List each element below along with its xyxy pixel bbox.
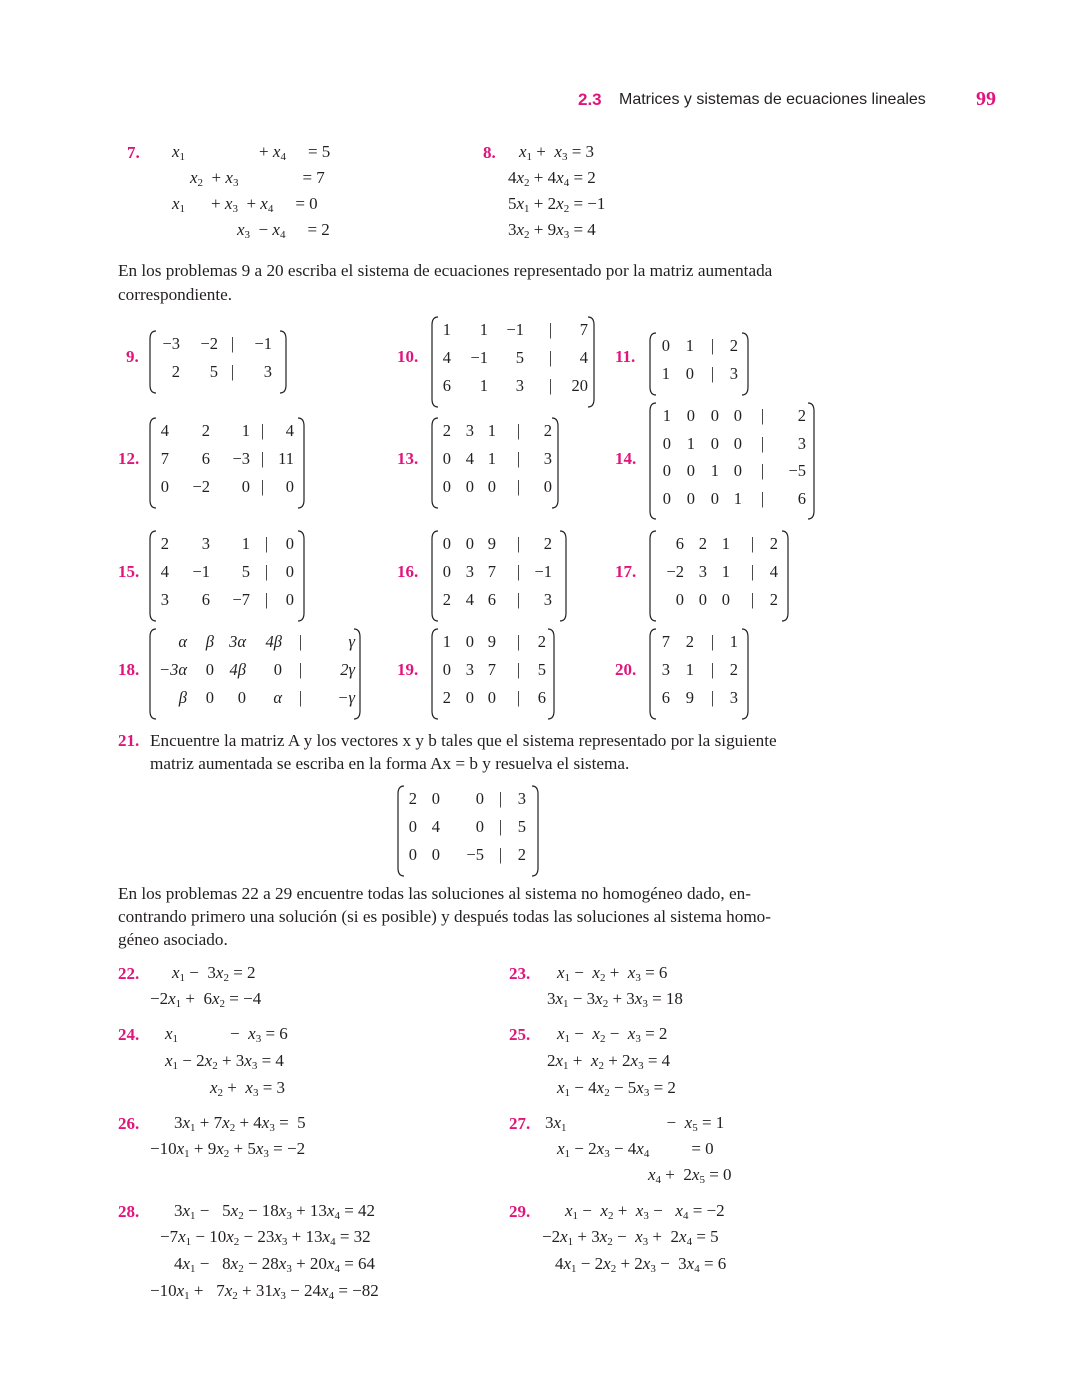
matrix-entry: 0 [686,461,695,480]
equation: $3x_2 + 9x_3 = 4$ [508,220,596,241]
matrix-entry: 0 [698,590,707,609]
matrix-entry: 1 [479,376,488,395]
augment-bar: | [750,590,754,609]
matrix-entry: 1 [442,632,451,651]
problem-number: 14. [615,449,637,468]
matrix-entry: 3 [465,660,474,679]
right-bracket [532,786,538,876]
problem-number: 19. [397,660,419,679]
matrix-entry: 1 [710,461,719,480]
matrix-entry: 0 [475,817,484,836]
matrix-entry: 2 [729,336,738,355]
matrix-entry: 2 [171,362,180,381]
equation: $x_1 + x_4 = 5$ [172,142,331,163]
right-bracket [298,531,304,621]
equation: $x_3 - x_4 = 2$ [237,220,330,241]
matrix-entry: 0 [733,461,742,480]
matrix-entry: 0 [431,789,440,808]
matrix-entry: 3 [263,362,272,381]
equation: $3x_1 - x_5 = 1$ [545,1113,725,1134]
matrix-entry: 2γ [340,660,355,679]
matrix-entry: −1 [506,320,524,339]
matrix-entry: 3α [229,632,246,651]
matrix-entry: 0 [662,488,671,508]
matrix-entry: 3 [517,789,526,808]
augmented-matrix-13 [432,417,558,509]
augment-bar: | [760,488,764,508]
matrix-entry: 3 [465,562,474,581]
matrix-entry: 4 [769,562,778,581]
right-bracket [560,531,566,621]
matrix-entry: 6 [675,534,684,553]
matrix-entry: 1 [661,364,670,383]
augmented-matrix-17 [650,530,788,622]
right-bracket [552,418,558,508]
matrix-entry: 0 [285,534,294,553]
matrix-entry: 0 [487,688,496,707]
augment-bar: | [264,562,268,581]
augmented-matrix-18 [150,628,360,720]
matrix-entry: 20 [571,376,588,395]
equation: $-10x_1 + 9x_2 + 5x_3 = -2$ [150,1139,306,1160]
matrix-entry: 2 [442,421,451,440]
problem-21-text: matriz aumentada se escriba en la forma Ax = b y resuelva el sistema. [150,754,630,773]
section-number: 2.3 [578,90,602,109]
matrix-entry: 6 [797,488,806,508]
matrix-entry: 2 [797,406,806,425]
augment-bar: | [298,688,302,707]
equation: $x_1 - x_3 = 6$ [165,1024,288,1045]
page-number: 99 [976,88,996,110]
equation: $-2x_1 + 3x_2 - x_3 + 2x_4 = 5$ [542,1227,719,1248]
matrix-entry: 3 [797,433,806,453]
problem-21-text: Encuentre la matriz A y los vectores x y b tales que el sistema representado por la siguiente [150,731,777,750]
matrix-entry: 3 [543,449,552,468]
matrix-entry: −1 [534,562,552,581]
matrix-entry: 6 [537,688,546,707]
matrix-entry: 4 [160,562,169,581]
matrix-entry: 4 [431,817,440,836]
matrix-entry: 0 [237,688,246,707]
left-bracket [432,317,438,407]
augmented-matrix-11 [650,332,748,396]
problem-number: 27. [509,1114,531,1133]
matrix-entry: 2 [408,789,417,808]
matrix-entry: 4 [442,348,451,367]
right-bracket [782,531,788,621]
matrix-entry: 2 [160,534,169,553]
matrix-entry: 1 [721,534,730,553]
matrix-entry: 6 [201,590,210,609]
matrix-entry: 5 [517,817,526,836]
left-bracket [150,418,156,508]
matrix-entry: 2 [537,632,546,651]
matrix-entry: γ [348,632,355,651]
matrix-entry: 0 [465,534,474,553]
matrix-entry: 0 [285,477,294,496]
matrix-brackets [150,530,304,622]
problem-number: 13. [397,449,419,468]
matrix-entry: 0 [662,433,671,453]
left-bracket [650,333,656,395]
equation: $x_1 - 4x_2 - 5x_3 = 2$ [557,1078,676,1099]
matrix-entry: 6 [487,590,496,609]
problem-number: 22. [118,964,140,983]
matrix-entry: 2 [201,421,210,440]
problem-number: 16. [397,562,419,581]
augment-bar: | [516,562,520,581]
augment-bar: | [710,336,714,355]
matrix-entry: −2 [192,477,210,496]
augment-bar: | [498,789,502,808]
equation: $-2x_1 + 6x_2 = -4$ [150,989,262,1010]
augmented-matrix-19 [432,628,554,720]
augment-bar: | [260,449,264,468]
matrix-entry: −3 [162,334,180,353]
augment-bar: | [264,534,268,553]
matrix-entry: 4β [265,632,282,651]
augment-bar: | [548,376,552,395]
matrix-entry: 0 [273,660,282,679]
matrix-entry: 5 [515,348,524,367]
problem-number: 10. [397,347,419,366]
matrix-entry: 1 [721,562,730,581]
problem-number: 12. [118,449,140,468]
matrix-entry: 0 [205,688,214,707]
matrix-entry: 1 [686,433,695,453]
matrix-entry: 2 [442,590,451,609]
augment-bar: | [516,449,520,468]
equation: $x_1 - 3x_2 = 2$ [172,963,256,984]
matrix-entry: −3 [232,449,250,468]
augmented-matrix-20 [650,628,748,720]
matrix-entry: 0 [543,477,552,496]
matrix-entry: 0 [465,632,474,651]
matrix-entry: 0 [710,433,719,453]
augment-bar: | [498,845,502,864]
left-bracket [150,531,156,621]
matrix-entry: 3 [661,660,670,679]
matrix-entry: 7 [487,660,496,679]
matrix-entry: 0 [241,477,250,496]
matrix-entry: 7 [661,632,670,651]
matrix-entry: 2 [543,421,552,440]
augment-bar: | [760,406,764,425]
equation: $x_1 - x_2 + x_3 = 6$ [557,963,668,984]
equation: $x_1 + x_3 + x_4 = 0$ [172,194,318,215]
equation: $x_1 + x_3 = 3$ [519,142,595,163]
problem-number: 11. [615,347,636,366]
matrix-entry: 1 [733,488,742,508]
matrix-entry: 0 [662,461,671,480]
augment-bar: | [230,362,234,381]
matrix-entry: 4 [465,449,474,468]
matrix-entry: −5 [466,845,484,864]
equation: $4x_2 + 4x_4 = 2$ [508,168,596,189]
problem-number: 23. [509,964,531,983]
matrix-entry: 6 [661,688,670,707]
matrix-entry: 2 [698,534,707,553]
augment-bar: | [260,421,264,440]
left-bracket [150,331,156,393]
matrix-entry: 4β [229,660,246,679]
augmented-matrix-15 [150,530,304,622]
left-bracket [432,531,438,621]
augment-bar: | [750,562,754,581]
instruction-text: En los problemas 22 a 29 encuentre todas las soluciones al sistema no homogéneo dado, en- [118,884,751,903]
augment-bar: | [760,461,764,480]
matrix-entry: 9 [487,632,496,651]
augment-bar: | [710,364,714,383]
matrix-entry: 0 [205,660,214,679]
matrix-entry: 2 [729,660,738,679]
matrix-entry: 3 [160,590,169,609]
matrix-entry: 4 [465,590,474,609]
matrix-entry: −1 [254,334,272,353]
augment-bar: | [710,632,714,651]
matrix-entry: 0 [686,488,695,508]
left-bracket [650,629,656,719]
augmented-matrix-21 [398,785,538,877]
matrix-entry: 6 [201,449,210,468]
augment-bar: | [710,688,714,707]
matrix-entry: 6 [442,376,451,395]
problem-number: 8. [483,143,496,162]
matrix-entry: 0 [487,477,496,496]
matrix-entry: 0 [442,477,451,496]
matrix-entry: −γ [337,688,355,707]
augment-bar: | [298,632,302,651]
problem-number: 17. [615,562,637,581]
left-bracket [650,531,656,621]
augmented-matrix-12 [150,417,304,509]
matrix-entry: 4 [160,421,169,440]
augment-bar: | [298,660,302,679]
matrix-entry: 0 [431,845,440,864]
matrix-entry: 0 [465,477,474,496]
problem-number: 28. [118,1202,140,1221]
problem-number: 21. [118,731,140,750]
augment-bar: | [516,688,520,707]
problem-number: 15. [118,562,140,581]
augment-bar: | [516,590,520,609]
matrix-entry: 4 [579,348,588,367]
matrix-entry: −3α [158,660,187,679]
matrix-entry: 3 [729,688,738,707]
matrix-entry: 0 [733,433,742,453]
matrix-entry: 2 [442,688,451,707]
matrix-entry: 0 [285,590,294,609]
matrix-entry: 5 [241,562,250,581]
augment-bar: | [760,433,764,453]
left-bracket [150,629,156,719]
problem-number: 25. [509,1025,531,1044]
matrix-entry: 5 [537,660,546,679]
matrix-entry: 3 [698,562,707,581]
matrix-entry: 0 [686,406,695,425]
matrix-entry: 7 [579,320,588,339]
matrix-entry: 2 [517,845,526,864]
matrix-entry: α [273,688,282,707]
augment-bar: | [264,590,268,609]
instruction-text: correspondiente. [118,285,233,304]
matrix-entry: 1 [685,660,694,679]
matrix-entry: 0 [442,562,451,581]
equation: $3x_1 + 7x_2 + 4x_3 = 5$ [174,1113,306,1134]
equation: $x_1 - x_2 - x_3 = 2$ [557,1024,668,1045]
augment-bar: | [498,817,502,836]
equation: $4x_1 - 8x_2 - 28x_3 + 20x_4 = 64$ [174,1254,376,1275]
matrix-entry: −2 [200,334,218,353]
matrix-entry: 0 [710,488,719,508]
matrix-entry: 3 [201,534,210,553]
matrix-entry: 0 [442,534,451,553]
equation: $5x_1 + 2x_2 = -1$ [508,194,606,215]
left-bracket [432,418,438,508]
equation: $3x_1 - 5x_2 - 18x_3 + 13x_4 = 42$ [174,1201,376,1222]
matrix-entry: 3 [729,364,738,383]
augment-bar: | [516,477,520,496]
matrix-entry: 9 [685,688,694,707]
equation: $x_1 - 2x_2 + 3x_3 = 4$ [165,1051,284,1072]
matrix-entry: 1 [729,632,738,651]
matrix-entry: −7 [232,590,250,609]
augment-bar: | [516,660,520,679]
matrix-entry: 2 [769,534,778,553]
augmented-matrix-9 [150,330,286,394]
augment-bar: | [710,660,714,679]
problem-number: 24. [118,1025,140,1044]
right-bracket [548,629,554,719]
matrix-entry: −5 [788,461,806,480]
equation: $-10x_1 + 7x_2 + 31x_3 - 24x_4 = -82$ [150,1281,379,1302]
matrix-entry: 0 [442,660,451,679]
instruction-text: contrando primero una solución (si es posible) y después todas las soluciones al sistema homo- [118,907,771,926]
equation: $x_2 + x_3 = 7$ [190,168,325,189]
right-bracket [298,418,304,508]
matrix-entry: 0 [733,406,742,425]
instruction-text: géneo asociado. [118,930,228,949]
augment-bar: | [548,348,552,367]
problem-number: 9. [126,347,139,366]
matrix-entry: 0 [710,406,719,425]
matrix-entry: 7 [160,449,169,468]
problem-number: 20. [615,660,637,679]
matrix-entry: 1 [241,534,250,553]
problem-number: 7. [127,143,140,162]
matrix-entry: 1 [479,320,488,339]
augment-bar: | [230,334,234,353]
equation: $x_1 - 2x_3 - 4x_4 = 0$ [557,1139,714,1160]
matrix-entry: 0 [475,789,484,808]
equation: $-7x_1 - 10x_2 - 23x_3 + 13x_4 = 32$ [160,1227,371,1248]
matrix-entry: 3 [543,590,552,609]
equation: $3x_1 - 3x_2 + 3x_3 = 18$ [547,989,683,1010]
right-bracket [742,629,748,719]
right-bracket [742,333,748,395]
matrix-entry: 5 [209,362,218,381]
matrix-entry: 0 [685,364,694,383]
matrix-entry: 3 [465,421,474,440]
augment-bar: | [548,320,552,339]
matrix-entry: 9 [487,534,496,553]
matrix-entry: 0 [661,336,670,355]
augmented-matrix-14 [650,402,814,520]
matrix-entry: 11 [278,449,294,468]
matrix-entry: 1 [487,421,496,440]
matrix-entry: 7 [487,562,496,581]
matrix-entry: 2 [685,632,694,651]
matrix-entry: 0 [465,688,474,707]
matrix-entry: 0 [675,590,684,609]
matrix-entry: 1 [241,421,250,440]
augment-bar: | [516,421,520,440]
right-bracket [280,331,286,393]
matrix-entry: 1 [442,320,451,339]
matrix-entry: β [178,688,187,707]
augment-bar: | [516,632,520,651]
matrix-entry: β [205,632,214,651]
matrix-entry: 0 [408,845,417,864]
matrix-entry: −1 [470,348,488,367]
matrix-entry: 0 [285,562,294,581]
right-bracket [808,403,814,519]
matrix-entry: −1 [192,562,210,581]
right-bracket [588,317,594,407]
matrix-entry: 0 [721,590,730,609]
matrix-entry: α [178,632,187,651]
augment-bar: | [260,477,264,496]
matrix-entry: 2 [543,534,552,553]
left-bracket [398,786,404,876]
equation: $2x_1 + x_2 + 2x_3 = 4$ [547,1051,671,1072]
equation: $4x_1 - 2x_2 + 2x_3 - 3x_4 = 6$ [555,1254,727,1275]
matrix-entry: 1 [662,406,671,425]
problem-number: 26. [118,1114,140,1133]
augment-bar: | [516,534,520,553]
problem-number: 18. [118,660,140,679]
matrix-entry: 4 [285,421,294,440]
matrix-entry: 0 [442,449,451,468]
augmented-matrix-10 [432,316,594,408]
left-bracket [650,403,656,519]
matrix-entry: 3 [515,376,524,395]
matrix-entry: −2 [666,562,684,581]
instruction-text: En los problemas 9 a 20 escriba el sistema de ecuaciones representado por la matriz aumentada [118,261,773,280]
equation: $x_2 + x_3 = 3$ [210,1078,286,1099]
augmented-matrix-16 [432,530,566,622]
matrix-entry: 2 [769,590,778,609]
left-bracket [432,629,438,719]
problem-number: 29. [509,1202,531,1221]
section-title: Matrices y sistemas de ecuaciones lineales [619,91,926,108]
equation: $x_1 - x_2 + x_3 - x_4 = -2$ [565,1201,725,1222]
augment-bar: | [750,534,754,553]
matrix-entry: 1 [487,449,496,468]
matrix-entry: 0 [160,477,169,496]
matrix-entry: 0 [408,817,417,836]
equation: $x_4 + 2x_5 = 0$ [648,1165,732,1186]
matrix-entry: 1 [685,336,694,355]
